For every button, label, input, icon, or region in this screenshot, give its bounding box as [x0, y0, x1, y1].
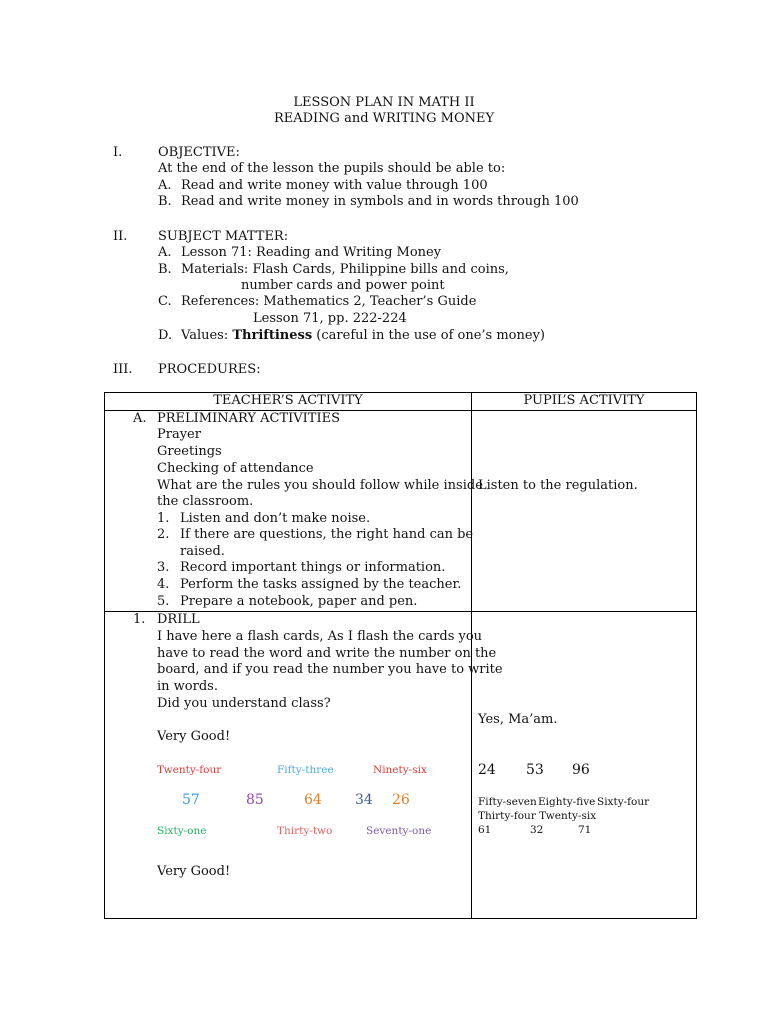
- rule-text: Record important things or information.: [180, 560, 446, 575]
- item-letter: B.: [158, 194, 172, 209]
- rule-number: 2.: [157, 527, 170, 542]
- rule-number: 5.: [157, 594, 170, 609]
- item-letter: B.: [158, 262, 172, 277]
- pupil-number: 71: [578, 824, 592, 836]
- rule-item: [157, 511, 370, 528]
- list-item: Greetings: [157, 444, 222, 459]
- objective-heading: OBJECTIVE:: [158, 145, 240, 160]
- pupil-number: 61: [478, 824, 492, 836]
- subject-item: [158, 262, 509, 279]
- section-numeral: III.: [113, 362, 133, 377]
- pupil-word: Eighty-five: [538, 796, 596, 808]
- subject-item-continued: Lesson 71, pp. 222-224: [253, 311, 407, 326]
- drill-instruction: have to read the word and write the number on the: [157, 646, 497, 661]
- word-card: Fifty-three: [277, 764, 334, 776]
- subject-matter-heading: SUBJECT MATTER:: [158, 229, 289, 244]
- word-card: Thirty-two: [277, 825, 333, 837]
- rule-number: 4.: [157, 577, 170, 592]
- word-card: Sixty-one: [157, 825, 207, 837]
- pupil-number: 53: [526, 762, 544, 778]
- pupil-word: Fifty-seven: [478, 796, 537, 808]
- number-card: 26: [392, 792, 410, 808]
- pupil-number: 24: [478, 762, 496, 778]
- praise-text: Very Good!: [157, 729, 231, 744]
- document-title: LESSON PLAN IN MATH II: [293, 95, 475, 110]
- values-description: (careful in the use of one’s money): [312, 328, 545, 343]
- procedures-heading: PROCEDURES:: [158, 362, 261, 377]
- drill-heading: [133, 612, 200, 629]
- pupil-word: Sixty-four: [597, 796, 650, 808]
- rule-item: [157, 527, 473, 544]
- subject-item: [158, 245, 441, 262]
- drill-number: 1.: [133, 612, 146, 627]
- pupil-number: 32: [530, 824, 544, 836]
- rule-number: 1.: [157, 511, 170, 526]
- item-letter: C.: [158, 294, 172, 309]
- preliminary-heading-text: PRELIMINARY ACTIVITIES: [157, 411, 340, 426]
- table-row: [105, 612, 697, 919]
- activity-table: [104, 392, 697, 919]
- rule-text: If there are questions, the right hand can be: [180, 527, 474, 542]
- item-letter: A.: [158, 245, 172, 260]
- item-text: References: Mathematics 2, Teacher’s Guide: [181, 294, 477, 309]
- rule-item-continued: raised.: [180, 544, 225, 559]
- number-card: 34: [355, 792, 373, 808]
- subject-item: [158, 294, 476, 311]
- column-header-pupil: PUPIL’S ACTIVITY: [472, 393, 697, 411]
- rule-text: Prepare a notebook, paper and pen.: [180, 594, 418, 609]
- teacher-cell-preliminary: [105, 411, 483, 612]
- rule-item: [157, 594, 417, 611]
- subject-item-continued: number cards and power point: [241, 278, 445, 293]
- objective-item: [158, 194, 579, 211]
- rule-item: [157, 577, 461, 594]
- objective-intro: At the end of the lesson the pupils should be able to:: [158, 161, 506, 176]
- section-numeral: II.: [113, 229, 128, 244]
- word-card: Seventy-one: [366, 825, 432, 837]
- drill-instruction: I have here a flash cards, As I flash the cards you: [157, 629, 483, 644]
- item-text: Lesson 71: Reading and Writing Money: [181, 245, 442, 260]
- objective-item: [158, 178, 488, 195]
- section-numeral: I.: [113, 145, 123, 160]
- values-label: Values:: [181, 328, 233, 343]
- preliminary-heading: [133, 411, 340, 428]
- table-row: [105, 411, 697, 612]
- drill-instruction: board, and if you read the number you have to write: [157, 662, 503, 677]
- list-item: Prayer: [157, 427, 201, 442]
- list-item: Checking of attendance: [157, 461, 314, 476]
- item-text: Read and write money in symbols and in words through 100: [181, 194, 579, 209]
- item-text: Materials: Flash Cards, Philippine bills and coins,: [181, 262, 509, 277]
- document-subtitle: READING and WRITING MONEY: [273, 111, 495, 126]
- word-card: Twenty-four: [157, 764, 222, 776]
- drill-question: Did you understand class?: [157, 696, 331, 711]
- rule-text: Perform the tasks assigned by the teacher.: [180, 577, 462, 592]
- pupil-response: Yes, Ma’am.: [478, 712, 558, 727]
- drill-instruction: in words.: [157, 679, 218, 694]
- praise-text: Very Good!: [157, 864, 231, 879]
- pupil-cell-drill: [472, 612, 697, 919]
- number-card: 57: [182, 792, 200, 808]
- number-card: 64: [304, 792, 322, 808]
- item-text: Read and write money with value through 100: [181, 178, 488, 193]
- rules-question: What are the rules you should follow while inside: [157, 478, 483, 493]
- drill-heading-text: DRILL: [157, 612, 200, 627]
- subject-item: [158, 328, 545, 345]
- rule-item: [157, 560, 445, 577]
- table-header-row: [105, 393, 697, 411]
- section-letter: A.: [133, 411, 147, 426]
- number-card: 85: [246, 792, 264, 808]
- item-letter: A.: [158, 178, 172, 193]
- pupil-number: 96: [572, 762, 590, 778]
- values-highlight: Thriftiness: [232, 328, 313, 343]
- pupil-cell-preliminary: [472, 411, 697, 612]
- rule-text: Listen and don’t make noise.: [180, 511, 371, 526]
- word-card: Ninety-six: [373, 764, 427, 776]
- pupil-response: Listen to the regulation.: [478, 478, 638, 493]
- rules-question: the classroom.: [157, 494, 254, 509]
- pupil-word: Thirty-four Twenty-six: [478, 810, 597, 822]
- item-letter: D.: [158, 328, 173, 343]
- rule-number: 3.: [157, 560, 170, 575]
- column-header-teacher: TEACHER’S ACTIVITY: [105, 393, 472, 411]
